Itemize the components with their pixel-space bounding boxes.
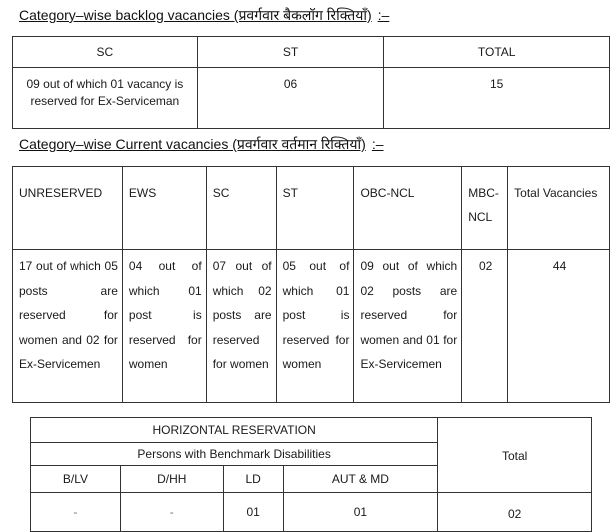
- backlog-value-total: 15: [384, 68, 610, 129]
- current-header-st: ST: [276, 167, 354, 250]
- backlog-heading: Category–wise backlog vacancies (प्रवर्गवार बैकलॉग रिक्तियाँ) :–: [19, 7, 390, 23]
- horizontal-value-total: 02: [438, 493, 592, 532]
- backlog-value-st: 06: [197, 68, 384, 129]
- horizontal-header-blv: B/LV: [31, 466, 121, 493]
- current-value-st: 05 out of which 01 post is reserved for women: [276, 250, 354, 403]
- current-vacancies-table: [12, 166, 610, 403]
- horizontal-total-header: Total: [438, 418, 592, 493]
- horizontal-value-blv: -: [31, 493, 121, 532]
- current-header-total-vacancies: Total Vacancies: [508, 167, 610, 250]
- current-value-sc: 07 out of which 02 posts are reserved for women: [206, 250, 276, 403]
- current-header-ews: EWS: [122, 167, 206, 250]
- current-header-mbc-ncl: MBC-NCL: [462, 167, 508, 250]
- backlog-value-sc: 09 out of which 01 vacancy is reserved for Ex-Serviceman: [13, 68, 198, 129]
- horizontal-reservation-table: [30, 417, 592, 532]
- backlog-header-total: TOTAL: [384, 37, 610, 68]
- horizontal-header-dhh: D/HH: [120, 466, 223, 493]
- horizontal-value-ld: 01: [223, 493, 283, 532]
- horizontal-header-aut-md: AUT & MD: [283, 466, 438, 493]
- current-header-unreserved: UNRESERVED: [13, 167, 123, 250]
- horizontal-header-ld: LD: [223, 466, 283, 493]
- horizontal-value-aut-md: 01: [283, 493, 438, 532]
- current-value-ews: 04 out of which 01 post is reserved for women: [122, 250, 206, 403]
- current-value-obc-ncl: 09 out of which 02 posts are reserved for women and 01 for Ex-Servicemen: [354, 250, 462, 403]
- current-value-mbc-ncl: 02: [462, 250, 508, 403]
- backlog-table: [12, 36, 610, 129]
- current-header-sc: SC: [206, 167, 276, 250]
- current-heading: Category–wise Current vacancies (प्रवर्गवार वर्तमान रिक्तियाँ) :–: [19, 136, 384, 152]
- current-header-obc-ncl: OBC-NCL: [354, 167, 462, 250]
- horizontal-subtitle: Persons with Benchmark Disabilities: [31, 443, 438, 466]
- horizontal-title: HORIZONTAL RESERVATION: [31, 418, 438, 443]
- backlog-header-st: ST: [197, 37, 384, 68]
- horizontal-value-dhh: -: [120, 493, 223, 532]
- current-value-total-vacancies: 44: [508, 250, 610, 403]
- current-value-unreserved: 17 out of which 05 posts are reserved for women and 02 for Ex-Servicemen: [13, 250, 123, 403]
- backlog-header-sc: SC: [13, 37, 198, 68]
